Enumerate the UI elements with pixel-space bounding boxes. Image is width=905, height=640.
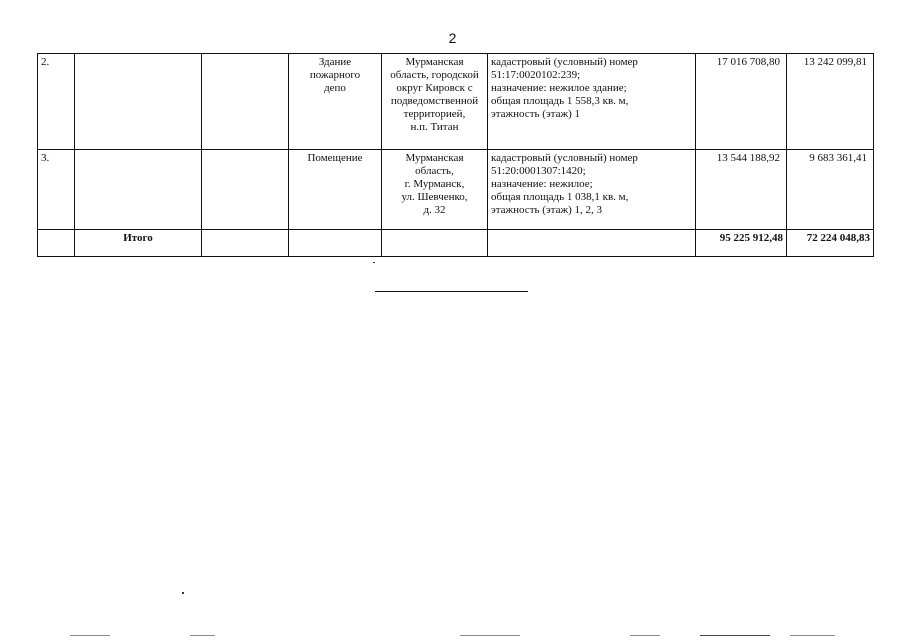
characteristics-cell: кадастровый (условный) номер 51:17:0020102:239; назначение: нежилое здание; общая площадь 1 558,3 кв. м, этажность (этаж) 1 xyxy=(488,54,696,150)
page-number: 2 xyxy=(448,30,457,46)
total-row xyxy=(38,230,874,257)
object-name-cell: Помещение xyxy=(289,150,382,230)
empty-cell xyxy=(289,230,382,257)
table-row xyxy=(38,150,874,230)
total-label: Итого xyxy=(75,230,202,257)
value1-cell: 13 544 188,92 xyxy=(696,150,787,230)
value2-cell: 13 242 099,81 xyxy=(787,54,874,150)
row-number-cell: 3. xyxy=(38,150,75,230)
scan-speck xyxy=(373,262,375,263)
row-number-cell: 2. xyxy=(38,54,75,150)
location-cell: Мурманская область, городской округ Кировск с подведомственной территорией, н.п. Титан xyxy=(382,54,488,150)
empty-cell xyxy=(202,150,289,230)
table-row xyxy=(38,54,874,150)
empty-cell xyxy=(38,230,75,257)
value2-cell: 9 683 361,41 xyxy=(787,150,874,230)
empty-cell xyxy=(75,54,202,150)
empty-cell xyxy=(75,150,202,230)
empty-cell xyxy=(202,54,289,150)
object-name-cell: Здание пожарного депо xyxy=(289,54,382,150)
value1-cell: 17 016 708,80 xyxy=(696,54,787,150)
location-cell: Мурманская область, г. Мурманск, ул. Шевченко, д. 32 xyxy=(382,150,488,230)
empty-cell xyxy=(488,230,696,257)
total-value1: 95 225 912,48 xyxy=(696,230,787,257)
scan-speck xyxy=(182,592,184,594)
end-divider-line xyxy=(375,291,528,292)
characteristics-cell: кадастровый (условный) номер 51:20:0001307:1420; назначение: нежилое; общая площадь 1 038,1 кв. м, этажность (этаж) 1, 2, 3 xyxy=(488,150,696,230)
total-value2: 72 224 048,83 xyxy=(787,230,874,257)
scan-noise-strip xyxy=(60,632,840,640)
empty-cell xyxy=(382,230,488,257)
empty-cell xyxy=(202,230,289,257)
property-table xyxy=(37,53,874,257)
